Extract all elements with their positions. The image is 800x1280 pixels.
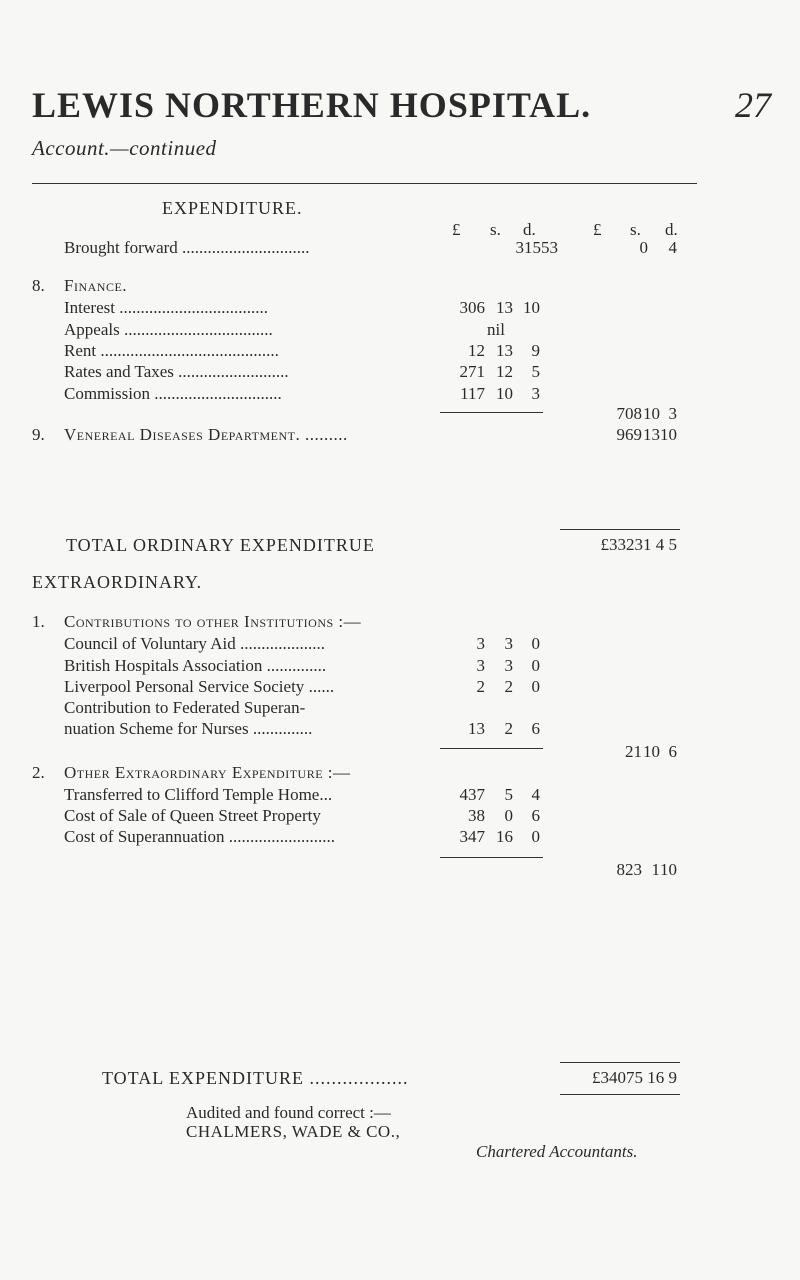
superann-pence: 0 <box>531 827 540 846</box>
clifford-pence: 4 <box>531 785 540 804</box>
rent-shillings: 13 <box>496 341 513 360</box>
bha-pence: 0 <box>531 656 540 675</box>
queen-pounds: 38 <box>468 806 485 825</box>
auditor-title: Chartered Accountants. <box>476 1142 638 1161</box>
finance-item-rates: Rates and Taxes .......................... <box>64 362 289 381</box>
lpss-shillings: 2 <box>504 677 513 696</box>
col-head-pence-1: d. <box>523 220 536 239</box>
rent-pounds: 12 <box>468 341 485 360</box>
superann-pounds: 347 <box>459 827 485 846</box>
queen-pence: 6 <box>531 806 540 825</box>
finance-total-pence: 3 <box>668 404 677 423</box>
finance-total-shillings: 10 <box>643 404 660 423</box>
header-rule <box>32 183 697 184</box>
appeals-amount: nil <box>487 320 505 339</box>
auditor-firm: CHALMERS, WADE & CO., <box>186 1122 401 1141</box>
other-total-pounds: 823 <box>616 860 642 879</box>
col-head-pence-2: d. <box>665 220 678 239</box>
bf-pounds: 31553 <box>515 238 558 257</box>
finance-item-commission: Commission .............................. <box>64 384 282 403</box>
grand-total-rule-top <box>560 1062 680 1063</box>
commission-pounds: 117 <box>460 384 485 403</box>
brought-forward-label: Brought forward .............................. <box>64 238 310 257</box>
contrib-total-pence: 6 <box>668 742 677 761</box>
contrib-total-shillings: 10 <box>643 742 660 761</box>
other-item-clifford: Transferred to Clifford Temple Home... <box>64 785 333 804</box>
col-head-shillings-1: s. <box>490 220 501 239</box>
finance-subtotal-rule <box>440 412 543 413</box>
bha-pounds: 3 <box>476 656 485 675</box>
venereal-label: Venereal Diseases Department. ......... <box>64 425 348 444</box>
finance-item-interest: Interest ................................... <box>64 298 268 317</box>
other-total-shillings: 1 <box>651 860 660 879</box>
extraordinary-heading: EXTRAORDINARY. <box>32 572 203 592</box>
finance-item-appeals: Appeals ................................... <box>64 320 273 339</box>
queen-shillings: 0 <box>504 806 513 825</box>
col-head-pounds-1: £ <box>452 220 461 239</box>
contrib-subtotal-rule <box>440 748 543 749</box>
other-item-queen-street: Cost of Sale of Queen Street Property <box>64 806 321 825</box>
finance-heading: Finance. <box>64 276 128 295</box>
clifford-shillings: 5 <box>504 785 513 804</box>
rates-shillings: 12 <box>496 362 513 381</box>
superann-shillings: 16 <box>496 827 513 846</box>
account-subtitle: Account.—continued <box>32 136 217 160</box>
rates-pounds: 271 <box>459 362 485 381</box>
hospital-title: LEWIS NORTHERN HOSPITAL. <box>32 85 592 125</box>
cva-pence: 0 <box>531 634 540 653</box>
cva-shillings: 3 <box>504 634 513 653</box>
contrib-total-pounds: 21 <box>625 742 642 761</box>
bf-shillings: 0 <box>639 238 648 257</box>
rent-pence: 9 <box>531 341 540 360</box>
contrib-item-fss-line2: nuation Scheme for Nurses .............. <box>64 719 313 738</box>
ordinary-total-rule <box>560 529 680 530</box>
venereal-pounds: 969 <box>616 425 642 444</box>
clifford-pounds: 437 <box>459 785 485 804</box>
finance-total-pounds: 708 <box>616 404 642 423</box>
lpss-pounds: 2 <box>476 677 485 696</box>
page-number: 27 <box>735 85 771 125</box>
venereal-shillings: 13 <box>643 425 660 444</box>
other-subtotal-rule <box>440 857 543 858</box>
venereal-pence: 10 <box>660 425 677 444</box>
other-extra-heading: Other Extraordinary Expenditure :— <box>64 763 351 782</box>
commission-shillings: 10 <box>496 384 513 403</box>
interest-pounds: 306 <box>459 298 485 317</box>
total-expenditure-label: TOTAL EXPENDITURE .................. <box>102 1068 409 1088</box>
fss-pence: 6 <box>531 719 540 738</box>
cva-pounds: 3 <box>476 634 485 653</box>
bf-pence: 4 <box>668 238 677 257</box>
interest-shillings: 13 <box>496 298 513 317</box>
contrib-item-fss-line1: Contribution to Federated Superan- <box>64 698 306 717</box>
fss-pounds: 13 <box>468 719 485 738</box>
fss-shillings: 2 <box>504 719 513 738</box>
bha-shillings: 3 <box>504 656 513 675</box>
commission-pence: 3 <box>531 384 540 403</box>
contrib-item-lpss: Liverpool Personal Service Society ...... <box>64 677 335 696</box>
total-ordinary-label: TOTAL ORDINARY EXPENDITRUE <box>66 535 375 555</box>
col-head-pounds-2: £ <box>593 220 602 239</box>
venereal-number: 9. <box>32 425 45 444</box>
interest-pence: 10 <box>523 298 540 317</box>
contrib-item-cva: Council of Voluntary Aid .................... <box>64 634 325 653</box>
total-ordinary-amount: £33231 4 5 <box>600 535 677 554</box>
other-item-superannuation: Cost of Superannuation ......................... <box>64 827 336 846</box>
lpss-pence: 0 <box>531 677 540 696</box>
section-title: EXPENDITURE. <box>162 198 303 218</box>
other-extra-number: 2. <box>32 763 45 782</box>
col-head-shillings-2: s. <box>630 220 641 239</box>
finance-item-rent: Rent .......................................... <box>64 341 279 360</box>
contrib-item-bha: British Hospitals Association .............. <box>64 656 327 675</box>
contributions-heading: Contributions to other Institutions :— <box>64 612 362 631</box>
audit-line: Audited and found correct :— <box>186 1103 391 1122</box>
other-total-pence: 10 <box>660 860 677 879</box>
grand-total-rule-bottom <box>560 1094 680 1095</box>
total-expenditure-amount: £34075 16 9 <box>592 1068 677 1087</box>
rates-pence: 5 <box>531 362 540 381</box>
contributions-number: 1. <box>32 612 45 631</box>
finance-number: 8. <box>32 276 45 295</box>
